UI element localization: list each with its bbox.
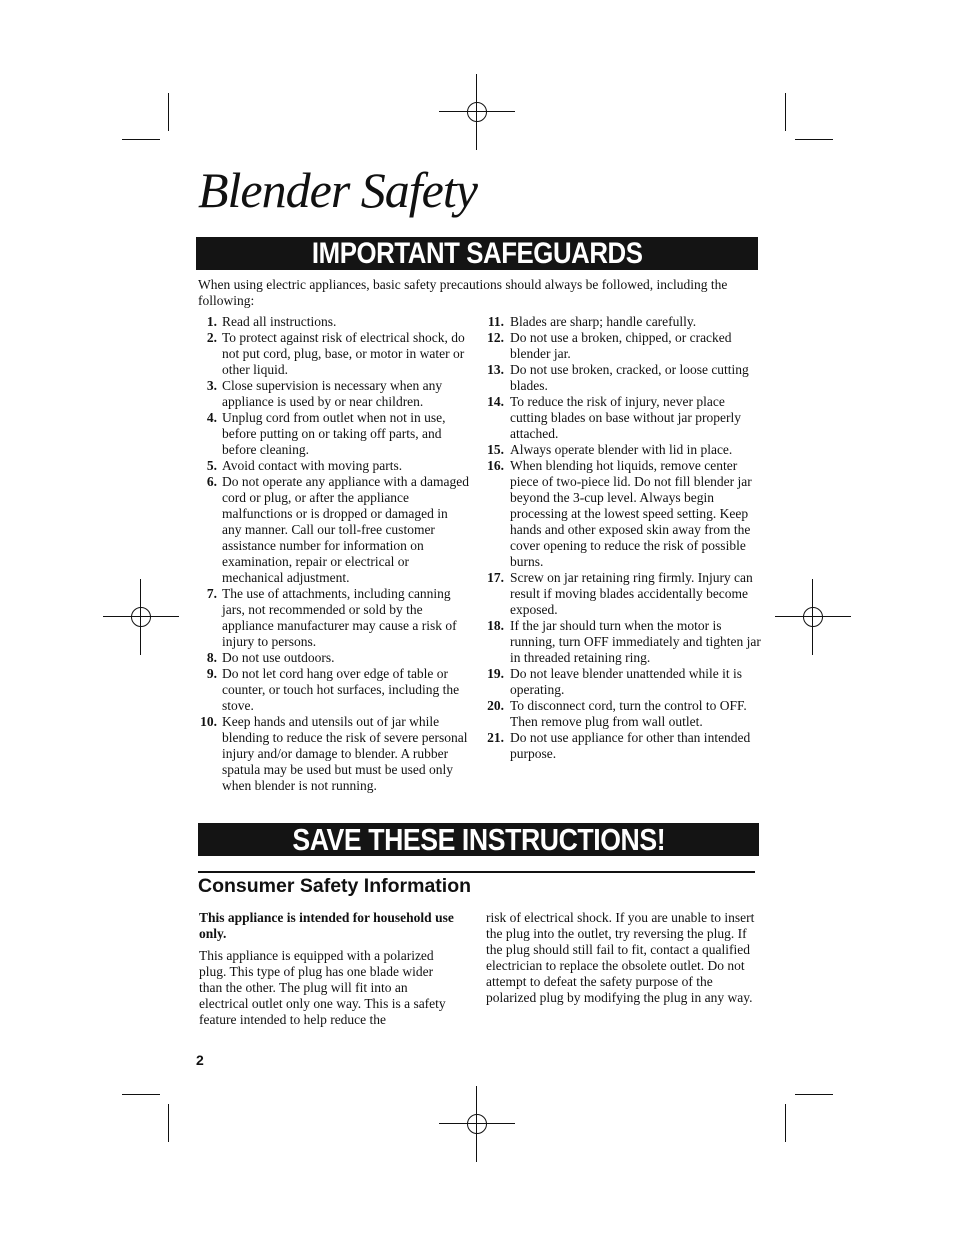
safeguard-text: Do not use a broken, chipped, or cracked blender jar. (510, 330, 732, 361)
safeguard-number: 1. (206, 314, 217, 329)
crop-mark (785, 93, 786, 131)
important-safeguards-banner (196, 237, 758, 270)
save-instructions-banner (198, 823, 759, 856)
safeguard-text: Do not use appliance for other than intended purpose. (510, 730, 751, 761)
consumer-safety-lead: This appliance is intended for household use only. (199, 910, 454, 941)
safeguard-number: 7. (206, 586, 217, 601)
registration-mark-left (103, 579, 179, 655)
safeguard-item (487, 570, 761, 618)
safeguard-number: 12. (487, 330, 504, 345)
safeguard-number: 13. (487, 362, 504, 377)
safeguard-item (198, 378, 470, 410)
safeguard-text: Read all instructions. (222, 314, 337, 329)
safeguard-text: The use of attachments, including canning jars, not recommended or sold by the appliance manufacturer may cause a risk of injury to persons. (222, 586, 457, 649)
safeguard-number: 11. (487, 314, 504, 329)
safeguard-item (198, 410, 470, 458)
safeguard-text: Screw on jar retaining ring firmly. Injury can result if moving blades accidentally become exposed. (510, 570, 753, 617)
safeguard-number: 2. (206, 330, 217, 345)
safeguard-number: 10. (200, 714, 217, 729)
page-number: 2 (196, 1052, 204, 1068)
save-instructions-heading: SAVE THESE INSTRUCTIONS! (292, 822, 665, 857)
safeguard-item (487, 362, 761, 394)
safeguard-text: To protect against risk of electrical shock, do not put cord, plug, base, or motor in water or other liquid. (222, 330, 465, 377)
consumer-safety-column-right (486, 910, 756, 1006)
safeguard-number: 8. (206, 650, 217, 665)
safeguard-text: Close supervision is necessary when any appliance is used by or near children. (222, 378, 443, 409)
safeguard-text: Do not leave blender unattended while it is operating. (510, 666, 743, 697)
crop-mark (168, 1104, 169, 1142)
safeguard-item (487, 666, 761, 698)
safeguards-list-right (487, 314, 761, 762)
safeguard-number: 5. (206, 458, 217, 473)
safeguard-item (487, 330, 761, 362)
safeguard-item (198, 474, 470, 586)
safeguard-number: 19. (487, 666, 504, 681)
page-title: Blender Safety (198, 162, 477, 218)
safeguard-number: 9. (206, 666, 217, 681)
safeguard-item (487, 458, 761, 570)
safeguard-item (198, 714, 470, 794)
safeguards-list-left (198, 314, 470, 794)
safeguard-text: Keep hands and utensils out of jar while blending to reduce the risk of severe personal injury and/or damage to blender. A rubber spatula may be used but must be used only when blender is not running. (222, 714, 468, 793)
safeguard-text: Do not let cord hang over edge of table or counter, or touch hot surfaces, including the stove. (222, 666, 460, 713)
safeguard-item (487, 314, 761, 330)
crop-mark (168, 93, 169, 131)
safeguard-item (487, 698, 761, 730)
safeguard-number: 21. (487, 730, 504, 745)
consumer-safety-paragraph-right: risk of electrical shock. If you are unable to insert the plug into the outlet, try reversing the plug. If the plug should still fail to fit, contact a qualified electrician to replace the obsolete outlet. Do not attempt to defeat the safety purpose of the polarized plug by modifying the plug in any way. (486, 910, 755, 1005)
safeguard-item (198, 650, 470, 666)
safeguard-number: 6. (206, 474, 217, 489)
safeguard-number: 15. (487, 442, 504, 457)
safeguard-item (198, 666, 470, 714)
safeguard-item (487, 618, 761, 666)
crop-mark (122, 1094, 160, 1095)
crop-mark (795, 139, 833, 140)
safeguard-text: Avoid contact with moving parts. (222, 458, 403, 473)
safeguard-text: To disconnect cord, turn the control to OFF. Then remove plug from wall outlet. (510, 698, 747, 729)
safeguard-text: Do not use outdoors. (222, 650, 335, 665)
crop-mark (122, 139, 160, 140)
registration-mark-top (439, 74, 515, 150)
safeguard-text: Always operate blender with lid in place. (510, 442, 733, 457)
safeguard-item (198, 586, 470, 650)
safeguard-text: Unplug cord from outlet when not in use, before putting on or taking off parts, and before cleaning. (222, 410, 446, 457)
safeguard-item (198, 314, 470, 330)
crop-mark (785, 1104, 786, 1142)
registration-mark-right (775, 579, 851, 655)
safeguard-number: 18. (487, 618, 504, 633)
safeguard-text: Do not use broken, cracked, or loose cutting blades. (510, 362, 749, 393)
safeguard-number: 20. (487, 698, 504, 713)
important-safeguards-heading: IMPORTANT SAFEGUARDS (311, 237, 643, 270)
registration-mark-bottom (439, 1086, 515, 1162)
safeguards-intro: When using electric appliances, basic safety precautions should always be followed, including the following: (198, 277, 728, 308)
safeguard-item (487, 730, 761, 762)
safeguard-text: To reduce the risk of injury, never place cutting blades on base without jar properly attached. (510, 394, 741, 441)
safeguard-number: 17. (487, 570, 504, 585)
safeguard-text: When blending hot liquids, remove center piece of two-piece lid. Do not fill blender jar beyond the 3-cup level. Always begin processing at the lowest speed setting. Keep hands and other exposed skin away from the cover opening to reduce the risk of possible burns. (510, 458, 752, 569)
safeguard-number: 4. (206, 410, 217, 425)
safeguard-number: 16. (487, 458, 504, 473)
safeguard-number: 14. (487, 394, 504, 409)
safeguard-text: If the jar should turn when the motor is running, turn OFF immediately and tighten jar in threaded retaining ring. (510, 618, 761, 665)
consumer-safety-heading: Consumer Safety Information (198, 875, 472, 897)
safeguard-item (487, 442, 761, 458)
safeguard-item (198, 330, 470, 378)
safeguard-text: Do not operate any appliance with a damaged cord or plug, or after the appliance malfunctions or is dropped or damaged in any manner. Call our toll-free customer assistance number for information on examination, repair or electrical or mechanical adjustment. (222, 474, 470, 585)
safeguard-number: 3. (206, 378, 217, 393)
crop-mark (795, 1094, 833, 1095)
safeguard-item (487, 394, 761, 442)
safeguard-text: Blades are sharp; handle carefully. (510, 314, 697, 329)
consumer-safety-paragraph-left: This appliance is equipped with a polarized plug. This type of plug has one blade wider than the other. The plug will fit into an electrical outlet only one way. This is a safety feature intended to help reduce the (199, 948, 446, 1027)
safeguard-item (198, 458, 470, 474)
consumer-safety-column-left (199, 910, 457, 1028)
